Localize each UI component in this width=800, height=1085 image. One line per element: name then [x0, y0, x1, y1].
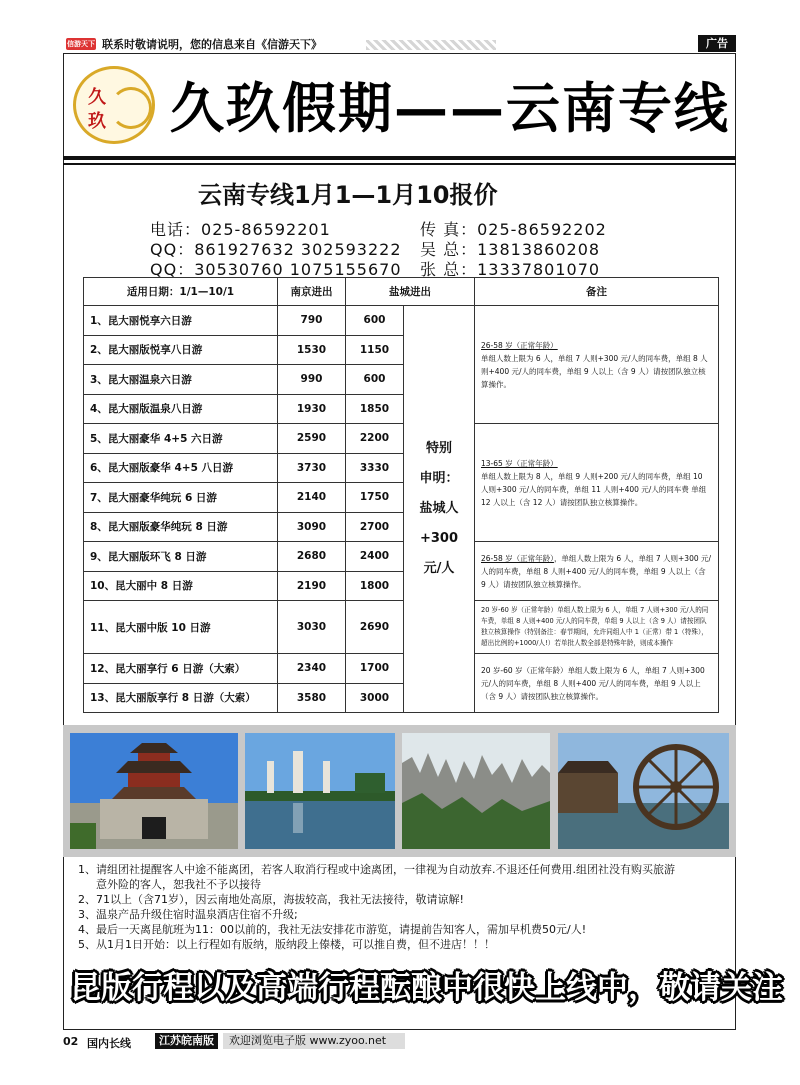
- table-row: 1、昆大丽悦享六日游 790 600 特别 申明： 盐城人 +300 元/人 26-58 岁（正常年龄） 单组人数上限为 6 人，单组 7 人则+300 元/人的同车费，单组 8 人则+400 元/人的同车费，单组 9 人以上（含 9 人）请按团队独立核算操作。: [84, 306, 719, 336]
- table-row: 12、昆大丽享行 6 日游（大索） 2340 1700 20 岁-60 岁（正常年龄）单组人数上限为 6 人，单组 7 人则+300 元/人的同车费，单组 8 人则+400 元/人的同车费，单组 9 人以上（含 9 人）请按团队独立核算操作。: [84, 654, 719, 684]
- contact-zhang: 张 总：13337801070: [420, 260, 601, 279]
- photo-water-wheel: [558, 733, 729, 849]
- brand-title: 久玖假期——云南专线: [170, 76, 730, 140]
- contact-fax: 传 真：025-86592202: [420, 220, 607, 239]
- remark-4: 20 岁-60 岁（正常年龄）单组人数上限为 6 人，单组 7 人则+300 元/人的同车费，单组 8 人则+400 元/人的同车费，单组 9 人以上（含 9 人）请按团队独立核算操作（特别备注：春节期间，允许同组人中 1（正常）带 1（特殊），超出比例的+1000/人!）若单批人数全部是特殊年龄，则成本操作: [475, 601, 719, 654]
- table-row: 5、昆大丽豪华 4+5 六日游 2590 2200 13-65 岁（正常年龄） 单组人数上限为 8 人，单组 9 人则+200 元/人的同车费，单组 10 人则+300 元/人的同车费，单组 11 人则+400 元/人的同车费 单组 12 人以上（含 12 人）请按团队独立核算操作。: [84, 424, 719, 454]
- contact-wu: 吴 总：13813860208: [420, 240, 601, 259]
- table-row: 7、昆大丽豪华纯玩 6 日游 2140 1750: [84, 483, 719, 513]
- table-row: 13、昆大丽版享行 8 日游（大索） 3580 3000: [84, 683, 719, 713]
- logo-char-2: 玖: [88, 111, 106, 132]
- contact-qq-1: QQ：861927632 302593222: [150, 240, 402, 259]
- table-row: 10、昆大丽中 8 日游 2190 1800: [84, 571, 719, 601]
- divider-thick: [63, 156, 736, 160]
- remark-3: 26-58 岁（正常年龄），单组人数上限为 6 人，单组 7 人则+300 元/人的同车费，单组 8 人则+400 元/人的同车费，单组 9 人以上（含 9 人）请按团队独立核算操作。: [475, 542, 719, 601]
- table-row: 2、昆大丽版悦享八日游 1530 1150: [84, 335, 719, 365]
- remark-1: 26-58 岁（正常年龄） 单组人数上限为 6 人，单组 7 人则+300 元/人的同车费，单组 8 人则+400 元/人的同车费，单组 9 人以上（含 9 人）请按团队独立核算操作。: [475, 306, 719, 424]
- note-1: 1、请组团社提醒客人中途不能离团，若客人取消行程或中途离团，一律视为自动放弃.不退还任何费用.组团社没有购买旅游: [78, 863, 675, 876]
- edition-tag: 江苏皖南版: [155, 1033, 218, 1049]
- top-header-strip: [66, 36, 736, 53]
- note-5: 5、从1月1日开始：以上行程如有版纳，版纳段上傣楼，可以推自费，但不进店！！！: [78, 938, 495, 951]
- site-link[interactable]: 欢迎浏览电子版 www.zyoo.net: [223, 1033, 405, 1049]
- price-table: [83, 277, 719, 713]
- note-4: 4、最后一天离昆航班为11：00以前的，我社无法安排花市游览，请提前告知客人，需加早机费50元/人!: [78, 923, 587, 936]
- decorative-hatch: [366, 40, 496, 50]
- divider-thin: [63, 163, 736, 165]
- contact-note: 联系时敬请说明，您的信息来自《信游天下》: [102, 38, 322, 51]
- contact-phone: 电话：025-86592201: [150, 220, 331, 239]
- table-header-row: [84, 278, 719, 306]
- note-2: 2、71以上（含71岁），因云南地处高原，海拔较高，我社无法接待，敬请谅解!: [78, 893, 464, 906]
- col-remarks: 备注: [475, 278, 719, 306]
- notes-list: [78, 862, 728, 952]
- remark-5: 20 岁-60 岁（正常年龄）单组人数上限为 6 人，单组 7 人则+300 元/人的同车费，单组 8 人则+400 元/人的同车费，单组 9 人以上（含 9 人）请按团队独立核算操作。: [475, 654, 719, 713]
- col-date: 适用日期：1/1—10/1: [84, 278, 278, 306]
- footer: [63, 1033, 736, 1051]
- photo-gate-tower: [70, 733, 238, 849]
- table-row: 9、昆大丽版环飞 8 日游 2680 2400 26-58 岁（正常年龄），单组人数上限为 6 人，单组 7 人则+300 元/人的同车费，单组 8 人则+400 元/人的同车费，单组 9 人以上（含 9 人）请按团队独立核算操作。: [84, 542, 719, 572]
- col-nanjing: 南京进出: [278, 278, 346, 306]
- publisher-logo: 信游天下: [67, 40, 95, 48]
- note-1-cont: 意外险的客人，恕我社不予以接待: [96, 878, 261, 891]
- price-title: 云南专线1月1—1月10报价: [198, 181, 498, 209]
- col-yancheng: 盐城进出: [346, 278, 475, 306]
- brand-logo: [73, 66, 155, 144]
- photo-three-pagodas: [245, 733, 395, 849]
- section-name: 国内长线: [87, 1037, 131, 1050]
- table-row: 6、昆大丽版豪华 4+5 八日游 3730 3330: [84, 453, 719, 483]
- logo-char-1: 久: [88, 87, 106, 108]
- ad-tag: 广告: [698, 35, 736, 52]
- table-row: 8、昆大丽版豪华纯玩 8 日游 3090 2700: [84, 512, 719, 542]
- table-row: 4、昆大丽版温泉八日游 1930 1850: [84, 394, 719, 424]
- contact-qq-2: QQ：30530760 1075155670: [150, 260, 402, 279]
- page-number: 02: [63, 1035, 79, 1048]
- remark-2: 13-65 岁（正常年龄） 单组人数上限为 8 人，单组 9 人则+200 元/人的同车费，单组 10 人则+300 元/人的同车费，单组 11 人则+400 元/人的同车费 单组 12 人以上（含 12 人）请按团队独立核算操作。: [475, 424, 719, 542]
- slogan: 昆版行程以及高端行程酝酿中很快上线中，敬请关注: [70, 970, 783, 1006]
- photo-stone-forest: [402, 733, 550, 849]
- logo-swirl-icon: [110, 87, 152, 129]
- note-3: 3、温泉产品升级住宿时温泉酒店住宿不升级;: [78, 908, 298, 921]
- table-row: 3、昆大丽温泉六日游 990 600: [84, 365, 719, 395]
- table-row: 11、昆大丽中版 10 日游 3030 2690 20 岁-60 岁（正常年龄）单组人数上限为 6 人，单组 7 人则+300 元/人的同车费，单组 8 人则+400 元/人的同车费，单组 9 人以上（含 9 人）请按团队独立核算操作（特别备注：春节期间，允许同组人中 1（正常）带 1（特殊），超出比例的+1000/人!）若单批人数全部是特殊年龄，则成本操作: [84, 601, 719, 654]
- special-note: 特别 申明： 盐城人 +300 元/人: [404, 306, 475, 713]
